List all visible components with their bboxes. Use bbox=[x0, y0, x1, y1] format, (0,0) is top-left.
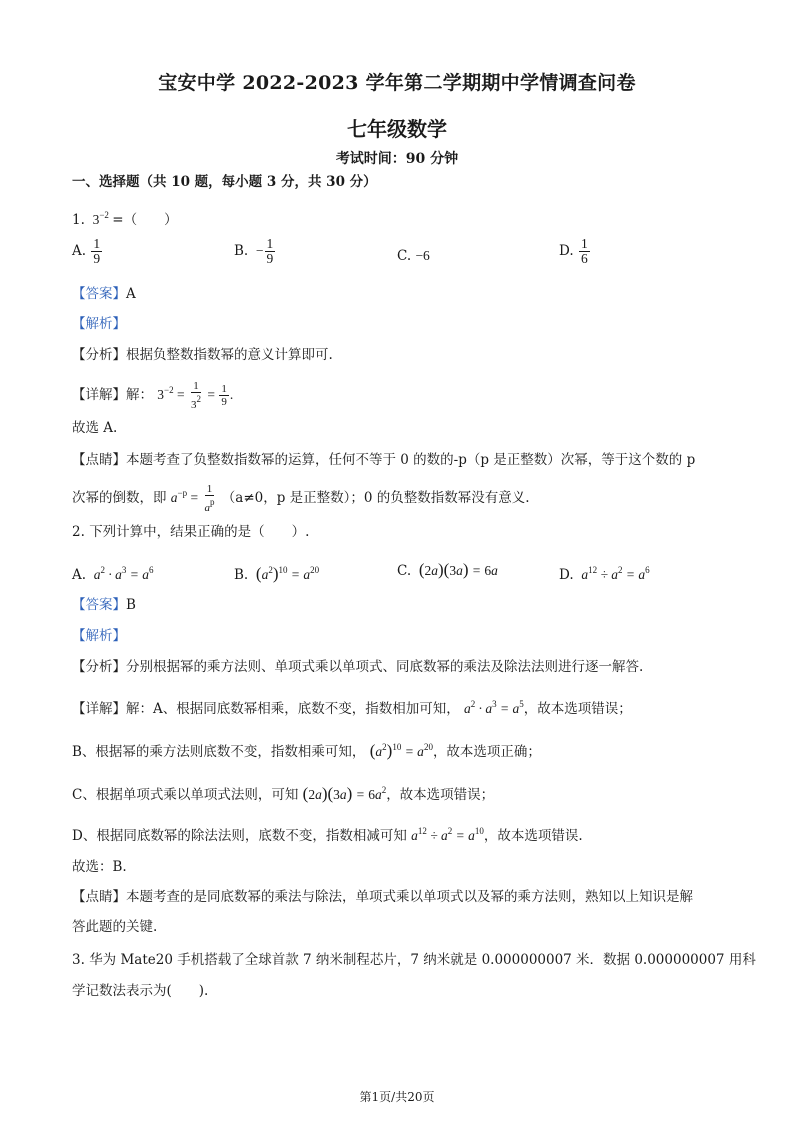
section-heading: 一、选择题（共 10 题，每小题 3 分，共 30 分） bbox=[72, 174, 377, 190]
detail-text: 解：A、根据同底数幂相乘，底数不变，指数相加可知， bbox=[126, 701, 460, 717]
fraction: $\frac{1}{9}$ bbox=[93, 236, 101, 266]
exam-subject: 七年级数学 bbox=[347, 117, 447, 141]
comment-tag: 【点睛】 bbox=[72, 889, 126, 905]
question-blank: =（ ） bbox=[112, 212, 178, 228]
option-letter: B. bbox=[234, 567, 249, 583]
detail-text: ，故本选项错误； bbox=[523, 701, 632, 717]
q2-option-d bbox=[559, 560, 650, 585]
fraction: $\frac{1}{9}$ bbox=[221, 383, 227, 408]
option-letter: B. bbox=[234, 243, 249, 259]
comment-text: （a≠0，p 是正整数）；0 的负整数指数幂没有意义. bbox=[221, 490, 530, 506]
q2-detail-c bbox=[72, 780, 494, 805]
comment-text: 本题考查了负整数指数幂的运算，任何不等于 0 的数的-p（p 是正整数）次幂，等于这个数的 p bbox=[126, 452, 696, 468]
q2-analysis-tag bbox=[72, 626, 126, 646]
analysis-tag: 【解析】 bbox=[72, 316, 126, 332]
question-text: 下列计算中，结果正确的是（ ）. bbox=[89, 524, 310, 540]
q2-comment-line2: 答此题的关键. bbox=[72, 919, 158, 935]
q2-option-c bbox=[397, 560, 498, 581]
math-expression: $a^2 \cdot a^3 = a^6$ bbox=[90, 565, 154, 582]
q1-analysis-tag bbox=[72, 314, 126, 334]
minus-sign: − bbox=[252, 243, 264, 258]
q2-fenxi bbox=[72, 657, 643, 677]
detail-text: 解： bbox=[126, 387, 153, 403]
math-expression: $(a^2)^{10} = a^{20}$ bbox=[369, 741, 433, 760]
math-expression: $(2a)(3a) = 6a^2$ bbox=[302, 784, 387, 803]
q1-comment-line1 bbox=[72, 450, 695, 470]
option-letter: C. bbox=[397, 248, 412, 264]
math-expression: $(a^2)^{10} = a^{20}$ bbox=[255, 564, 320, 583]
exam-title: 宝安中学 2022-2023 学年第二学期期中学情调查问卷 bbox=[158, 72, 636, 94]
fenxi-text: 分别根据幂的乘方法则、单项式乘以单项式、同底数幂的乘法及除法法则进行逐一解答. bbox=[126, 659, 644, 675]
detail-text: D、根据同底数幂的除法法则，底数不变，指数相减可知 bbox=[72, 828, 407, 844]
question-2-stem bbox=[72, 522, 309, 542]
question-number: 3. bbox=[72, 952, 85, 968]
exam-time: 考试时间：90 分钟 bbox=[335, 151, 459, 167]
math-expression: $a^{-p}$ bbox=[170, 488, 188, 505]
math-expression: $a^{12} \div a^2 = a^{10}$ bbox=[411, 826, 484, 843]
question-text: 华为 Mate20 手机搭载了全球首款 7 纳米制程芯片，7 纳米就是 0.000000007 米．数据 0.000000007 用科 bbox=[89, 952, 756, 968]
q2-option-b bbox=[234, 560, 319, 585]
q1-answer bbox=[72, 284, 136, 304]
q1-option-c bbox=[397, 246, 430, 266]
q2-option-a bbox=[72, 560, 153, 585]
fraction: $\frac{1}{6}$ bbox=[580, 236, 588, 266]
detail-text: C、根据单项式乘以单项式法则，可知 bbox=[72, 787, 299, 803]
q2-detail-a bbox=[72, 694, 632, 719]
math-expression: (2a)(3a) = 6a bbox=[418, 560, 498, 579]
q2-detail-b bbox=[72, 737, 541, 762]
q2-conclusion: 故选：B. bbox=[72, 859, 127, 875]
fenxi-text: 根据负整数指数幂的意义计算即可. bbox=[126, 347, 333, 363]
math-expression: $a^{12} \div a^2 = a^6$ bbox=[577, 565, 650, 582]
answer-tag: 【答案】 bbox=[72, 597, 126, 613]
question-number: 1. bbox=[72, 212, 85, 228]
analysis-tag: 【解析】 bbox=[72, 628, 126, 644]
question-1-stem bbox=[72, 205, 178, 230]
q1-comment-line2: 次幂的倒数，即 $a^{-p}$ = $\frac{1}{a^p}$ （a≠0，p 是正整数）；0 的负整数指数幂没有意义. bbox=[72, 483, 530, 514]
detail-text: ，故本选项错误； bbox=[386, 787, 495, 803]
q1-fenxi bbox=[72, 345, 333, 365]
q1-conclusion: 故选 A. bbox=[72, 420, 118, 436]
q2-detail-d bbox=[72, 821, 583, 846]
fraction: $\frac{1}{a^p}$ bbox=[204, 483, 215, 514]
question-3-stem bbox=[72, 950, 756, 970]
detail-tag: 【详解】 bbox=[72, 387, 126, 403]
fenxi-tag: 【分析】 bbox=[72, 347, 126, 363]
math-expression: $3^{-2}$ bbox=[89, 210, 109, 227]
answer-value: B bbox=[126, 597, 136, 613]
fenxi-tag: 【分析】 bbox=[72, 659, 126, 675]
q1-option-a bbox=[72, 237, 103, 266]
question-3-line2: 学记数法表示为( ). bbox=[72, 983, 209, 999]
option-value: −6 bbox=[415, 248, 430, 263]
math-expression: $3^{-2}$ = bbox=[157, 385, 188, 402]
comment-tag: 【点睛】 bbox=[72, 452, 126, 468]
q1-detail: 【详解】解： $3^{-2}$ = $\frac{1}{3^2}$ = $\frac{1}{9}$ . bbox=[72, 380, 234, 411]
detail-text: B、根据幂的乘方法则底数不变，指数相乘可知， bbox=[72, 744, 366, 760]
detail-tag: 【详解】 bbox=[72, 701, 126, 717]
math-expression: $a^2 \cdot a^3 = a^5$ bbox=[464, 699, 524, 716]
page-number: 第1页/共20页 bbox=[359, 1090, 435, 1104]
option-letter: D. bbox=[559, 243, 574, 259]
q1-option-b bbox=[234, 237, 276, 266]
detail-text: ，故本选项错误. bbox=[483, 828, 583, 844]
fraction: $\frac{1}{3^2}$ bbox=[191, 380, 201, 411]
answer-tag: 【答案】 bbox=[72, 286, 126, 302]
q2-answer bbox=[72, 595, 136, 615]
q2-comment-line1 bbox=[72, 887, 693, 907]
q1-option-d bbox=[559, 237, 591, 266]
comment-text: 次幂的倒数，即 bbox=[72, 490, 167, 506]
option-letter: A. bbox=[72, 567, 87, 583]
answer-value: A bbox=[126, 286, 136, 302]
option-letter: C. bbox=[397, 563, 412, 579]
comment-text: 本题考查的是同底数幂的乘法与除法，单项式乘以单项式以及幂的乘方法则，熟知以上知识是解 bbox=[126, 889, 693, 905]
option-letter: A. bbox=[72, 243, 87, 259]
detail-text: ，故本选项正确； bbox=[432, 744, 541, 760]
fraction: $\frac{1}{9}$ bbox=[266, 236, 274, 266]
option-letter: D. bbox=[559, 567, 574, 583]
question-number: 2. bbox=[72, 524, 85, 540]
